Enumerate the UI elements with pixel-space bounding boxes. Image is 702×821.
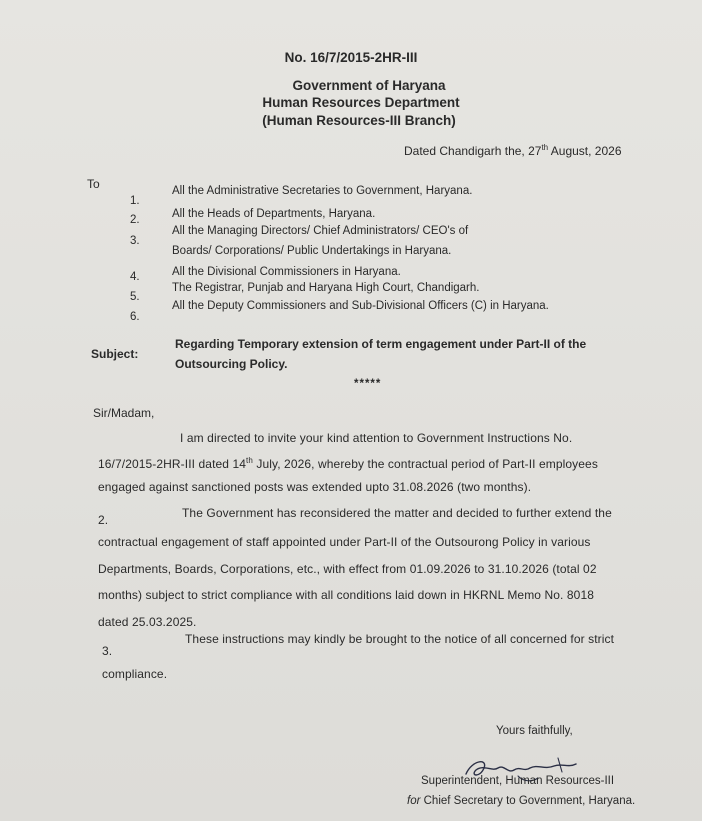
subject-label: Subject: (91, 347, 139, 361)
recipient-item: All the Heads of Departments, Haryana. (172, 208, 376, 220)
recipient-item: All the Managing Directors/ Chief Administrators/ CEO's of (172, 225, 469, 237)
subject-separator: ***** (354, 378, 382, 390)
recipient-item: All the Deputy Commissioners and Sub-Divisional Officers (C) in Haryana. (172, 300, 549, 312)
recipient-number: 2. (130, 214, 140, 226)
recipient-number: 1. (130, 195, 140, 207)
paragraph-2-line: The Government has reconsidered the matter and decided to further extend the (182, 506, 612, 520)
paragraph-2-line: dated 25.03.2025. (98, 615, 197, 629)
paragraph-2-line: months) subject to strict compliance with all conditions laid down in HKRNL Memo No. 8018 (98, 588, 595, 602)
date-line: Dated Chandigarh the, 27th August, 2026 (404, 143, 622, 158)
recipient-number: 3. (130, 235, 140, 247)
letter-number: No. 16/7/2015-2HR-III (284, 50, 418, 65)
paragraph-1-line: engaged against sanctioned posts was extended upto 31.08.2026 (two months). (98, 480, 532, 494)
recipient-item: All the Divisional Commissioners in Haryana. (172, 266, 401, 278)
subject-text-line2: Outsourcing Policy. (175, 357, 288, 371)
paragraph-1-line: 16/7/2015-2HR-III dated 14th July, 2026, whereby the contractual period of Part-II employees (98, 456, 598, 471)
paragraph-2-number: 2. (98, 513, 109, 527)
salutation: Sir/Madam, (93, 406, 155, 420)
yours-faithfully: Yours faithfully, (496, 725, 573, 737)
recipient-item-continued: Boards/ Corporations/ Public Undertakings in Haryana. (172, 245, 452, 257)
government-name: Government of Haryana (292, 78, 446, 93)
paragraph-3-number: 3. (102, 644, 113, 658)
recipient-number: 4. (130, 271, 140, 283)
recipient-item: The Registrar, Punjab and Haryana High Court, Chandigarh. (172, 282, 480, 294)
recipient-number: 5. (130, 291, 140, 303)
paragraph-3-line: These instructions may kindly be brought to the notice of all concerned for strict (185, 632, 615, 646)
recipient-number: 6. (130, 311, 140, 323)
paragraph-3-line: compliance. (102, 667, 168, 681)
signatory-designation: Superintendent, Human Resources-III (421, 775, 615, 787)
branch-name: (Human Resources-III Branch) (262, 113, 456, 128)
to-label: To (87, 177, 100, 191)
department-name: Human Resources Department (262, 95, 460, 110)
signatory-for-line: for Chief Secretary to Government, Haryana. (407, 795, 636, 807)
subject-text-line1: Regarding Temporary extension of term engagement under Part-II of the (175, 337, 587, 351)
recipient-item: All the Administrative Secretaries to Government, Haryana. (172, 185, 473, 197)
paragraph-1-line: I am directed to invite your kind attention to Government Instructions No. (180, 431, 573, 445)
paragraph-2-line: Departments, Boards, Corporations, etc., with effect from 01.09.2026 to 31.10.2026 (total 02 (98, 562, 597, 576)
paragraph-2-line: contractual engagement of staff appointed under Part-II of the Outsourong Policy in various (98, 535, 591, 549)
